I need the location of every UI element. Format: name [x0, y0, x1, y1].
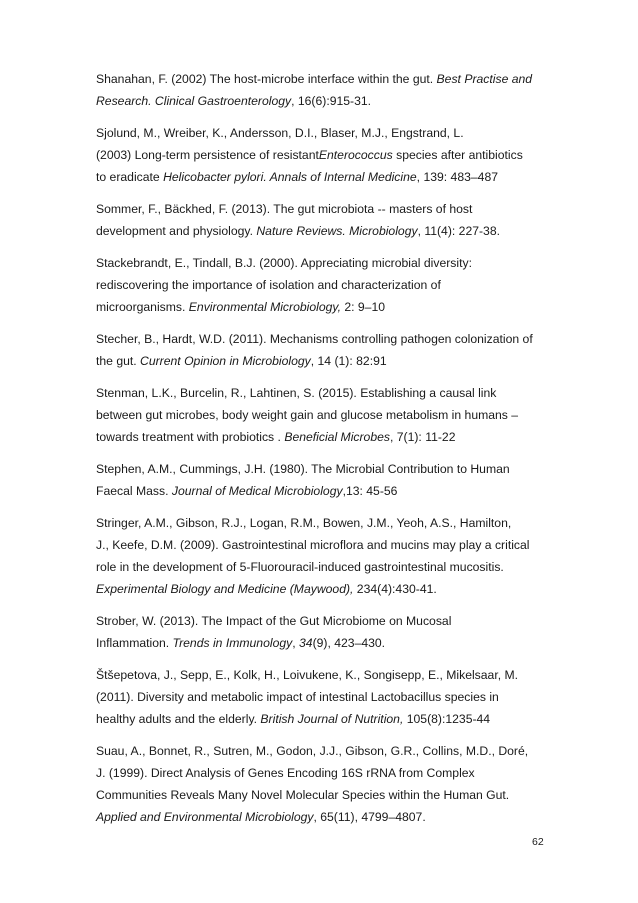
reference-entry [96, 382, 566, 448]
reference-text: (9), 423–430. [312, 636, 386, 650]
reference-line [96, 144, 566, 166]
reference-text: Stephen, A.M., Cummings, J.H. (1980). The Microbial Contribution to Human [96, 462, 510, 476]
reference-entry [96, 68, 566, 112]
reference-text: Stackebrandt, E., Tindall, B.J. (2000). Appreciating microbial diversity: [96, 256, 472, 270]
reference-line [96, 220, 566, 242]
reference-text: 105(8):1235-44 [403, 712, 491, 726]
reference-italic-text: Journal of Medical Microbiology [171, 484, 343, 498]
reference-line [96, 686, 566, 708]
reference-text: the gut. [96, 354, 141, 368]
reference-line [96, 350, 566, 372]
reference-text: Stringer, A.M., Gibson, R.J., Logan, R.M., Bowen, J.M., Yeoh, A.S., Hamilton, [96, 516, 512, 530]
reference-line [96, 664, 566, 686]
reference-text: (2003) Long-term persistence of resistant [96, 148, 319, 162]
reference-text: Shanahan, F. (2002) The host-microbe interface within the gut. [96, 72, 437, 86]
reference-entry [96, 328, 566, 372]
reference-line [96, 198, 566, 220]
reference-text: , 16(6):915-31. [291, 94, 372, 108]
reference-line [96, 382, 566, 404]
reference-text: Stecher, B., Hardt, W.D. (2011). Mechanisms controlling pathogen colonization of [96, 332, 533, 346]
reference-line [96, 404, 566, 426]
reference-text: , [292, 636, 299, 650]
reference-italic-text: Nature Reviews. Microbiology [256, 224, 418, 238]
reference-entry [96, 512, 566, 600]
reference-italic-text: Helicobacter pylori. Annals of Internal Medicine [163, 170, 417, 184]
reference-entry [96, 122, 566, 188]
reference-line [96, 610, 566, 632]
reference-text: , 14 (1): 82:91 [310, 354, 387, 368]
reference-text: ,13: 45-56 [342, 484, 398, 498]
reference-text: to eradicate [96, 170, 164, 184]
reference-text: , 139: 483–487 [416, 170, 498, 184]
reference-line [96, 512, 566, 534]
reference-list [96, 68, 566, 838]
reference-italic-text: Best Practise and [436, 72, 533, 86]
reference-line [96, 534, 566, 556]
reference-line [96, 426, 566, 448]
reference-text: Communities Reveals Many Novel Molecular Species within the Human Gut. [96, 788, 510, 802]
reference-line [96, 740, 566, 762]
reference-text: between gut microbes, body weight gain and glucose metabolism in humans – [96, 408, 519, 422]
page-number: 62 [532, 836, 544, 848]
reference-text: Stenman, L.K., Burcelin, R., Lahtinen, S. (2015). Establishing a causal link [96, 386, 497, 400]
reference-entry [96, 252, 566, 318]
reference-line [96, 296, 566, 318]
reference-italic-text: Trends in Immunology [172, 636, 293, 650]
reference-line [96, 458, 566, 480]
reference-entry [96, 610, 566, 654]
reference-line [96, 708, 566, 730]
reference-text: role in the development of 5-Fluorouracil-induced gastrointestinal mucositis. [96, 560, 504, 574]
reference-text: 2: 9–10 [340, 300, 386, 314]
reference-italic-text: 34 [299, 636, 313, 650]
reference-italic-text: Applied and Environmental Microbiology [96, 810, 314, 824]
reference-line [96, 556, 566, 578]
reference-italic-text: Enterococcus [318, 148, 393, 162]
reference-line [96, 480, 566, 502]
reference-text: , 11(4): 227-38. [417, 224, 501, 238]
reference-text: Strober, W. (2013). The Impact of the Gut Microbiome on Mucosal [96, 614, 452, 628]
reference-text: microorganisms. [96, 300, 189, 314]
reference-line [96, 166, 566, 188]
reference-line [96, 328, 566, 350]
reference-text: , 7(1): 11-22 [389, 430, 456, 444]
reference-entry [96, 198, 566, 242]
reference-line [96, 632, 566, 654]
reference-entry [96, 664, 566, 730]
reference-italic-text: Environmental Microbiology, [188, 300, 341, 314]
reference-text: Sommer, F., Bäckhed, F. (2013). The gut microbiota -- masters of host [96, 202, 473, 216]
reference-text: towards treatment with probiotics . [96, 430, 285, 444]
reference-line [96, 578, 566, 600]
reference-text: healthy adults and the elderly. [96, 712, 261, 726]
reference-line [96, 68, 566, 90]
reference-line [96, 122, 566, 144]
reference-text: development and physiology. [96, 224, 257, 238]
reference-text: , 65(11), 4799–4807. [313, 810, 426, 824]
reference-italic-text: Experimental Biology and Medicine (Maywood), [96, 582, 354, 596]
reference-text: J. (1999). Direct Analysis of Genes Encoding 16S rRNA from Complex [96, 766, 475, 780]
reference-text: 234(4):430-41. [353, 582, 437, 596]
reference-italic-text: Beneficial Microbes [284, 430, 390, 444]
reference-line [96, 806, 566, 828]
reference-text: Faecal Mass. [96, 484, 172, 498]
reference-text: Štšepetova, J., Sepp, E., Kolk, H., Loivukene, K., Songisepp, E., Mikelsaar, M. [96, 668, 519, 682]
reference-text: Inflammation. [96, 636, 173, 650]
reference-italic-text: Current Opinion in Microbiology [140, 354, 311, 368]
reference-italic-text: Research. Clinical Gastroenterology [96, 94, 292, 108]
reference-text: species after antibiotics [392, 148, 523, 162]
reference-line [96, 784, 566, 806]
reference-text: Sjolund, M., Wreiber, K., Andersson, D.I., Blaser, M.J., Engstrand, L. [96, 126, 464, 140]
reference-text: rediscovering the importance of isolation and characterization of [96, 278, 441, 292]
reference-line [96, 252, 566, 274]
reference-italic-text: British Journal of Nutrition, [260, 712, 404, 726]
reference-text: (2011). Diversity and metabolic impact of intestinal Lactobacillus species in [96, 690, 499, 704]
reference-text: J., Keefe, D.M. (2009). Gastrointestinal microflora and mucins may play a critical [96, 538, 530, 552]
reference-line [96, 762, 566, 784]
reference-entry [96, 458, 566, 502]
reference-line [96, 90, 566, 112]
reference-text: Suau, A., Bonnet, R., Sutren, M., Godon, J.J., Gibson, G.R., Collins, M.D., Doré, [96, 744, 529, 758]
reference-line [96, 274, 566, 296]
reference-entry [96, 740, 566, 828]
